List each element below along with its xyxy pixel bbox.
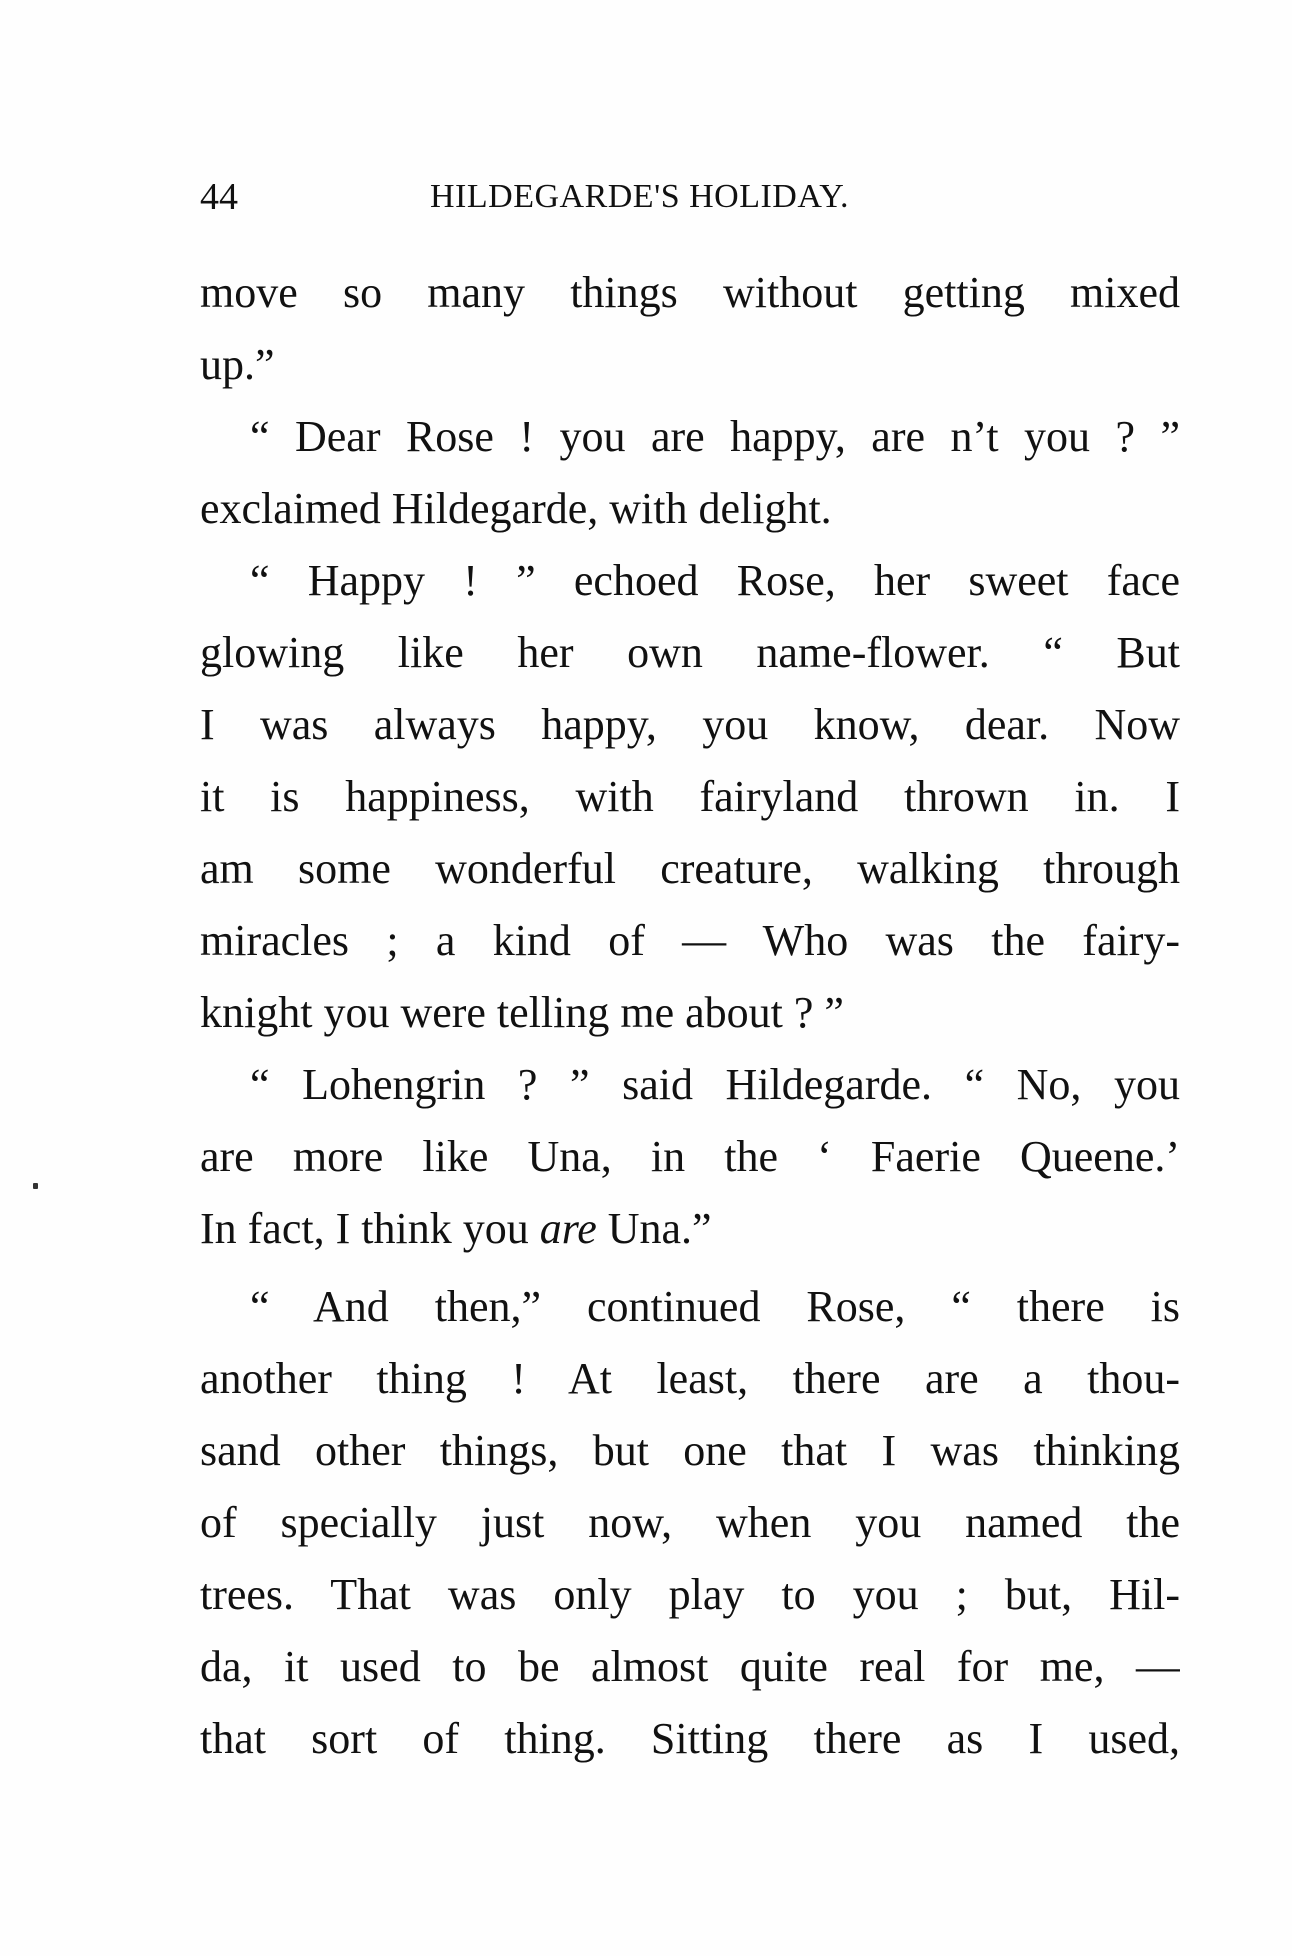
text-line: I was always happy, you know, dear. Now [200,700,1180,749]
text-line: knight you were telling me about ? ” [200,988,844,1037]
text-line: “ And then,” continued Rose, “ there is [250,1282,1180,1331]
text-line: exclaimed Hildegarde, with delight. [200,484,832,533]
text-line: that sort of thing. Sitting there as I used, [200,1714,1180,1763]
margin-speck [33,1183,38,1189]
text-line: am some wonderful creature, walking through [200,844,1180,893]
text-line: trees. That was only play to you ; but, Hil- [200,1570,1180,1619]
text-line: of specially just now, when you named the [200,1498,1180,1547]
page-number: 44 [200,176,238,218]
body-text [200,257,1180,1775]
text-line: “ Happy ! ” echoed Rose, her sweet face [250,556,1180,605]
text-line: “ Dear Rose ! you are happy, are n’t you ? ” [250,412,1180,461]
text-line-with-italic [200,1193,1180,1265]
text-line: “ Lohengrin ? ” said Hildegarde. “ No, you [250,1060,1180,1109]
text-line: move so many things without getting mixed [200,268,1180,317]
text-line: are more like Una, in the ‘ Faerie Queene.’ [200,1132,1180,1181]
text-line: miracles ; a kind of — Who was the fairy- [200,916,1180,965]
text-segment: Una.” [596,1204,712,1253]
text-line: da, it used to be almost quite real for me, — [200,1642,1180,1691]
text-line: glowing like her own name-flower. “ But [200,628,1180,677]
running-title: HILDEGARDE'S HOLIDAY. [430,178,849,215]
text-segment: In fact, I think you [200,1204,540,1253]
text-line: sand other things, but one that I was thinking [200,1426,1180,1475]
page-header [200,172,1180,222]
text-line: another thing ! At least, there are a thou- [200,1354,1180,1403]
italic-word: are [539,1204,597,1253]
text-line: it is happiness, with fairyland thrown in. I [200,772,1180,821]
text-line: up.” [200,340,275,389]
